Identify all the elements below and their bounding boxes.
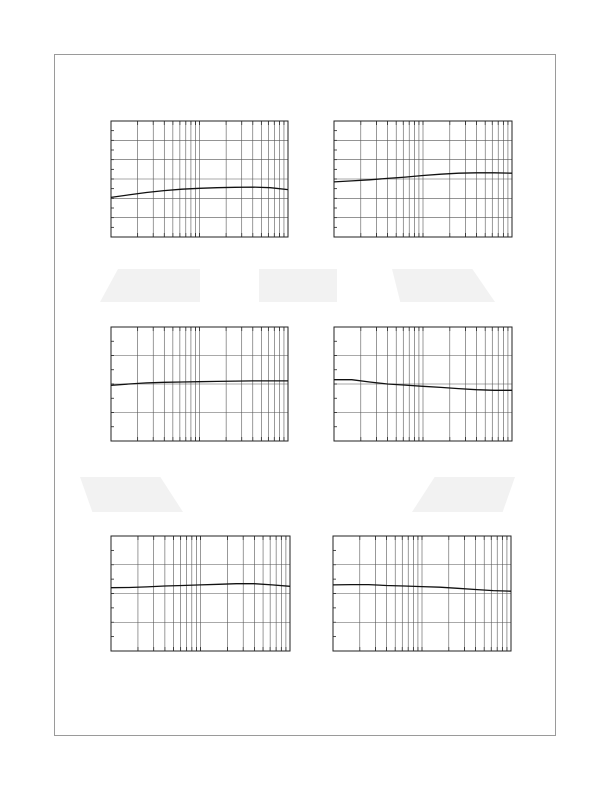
chart-5 (111, 536, 290, 651)
watermark-shape (259, 269, 337, 302)
chart-4 (334, 327, 512, 441)
chart-6 (333, 536, 511, 651)
chart-2 (334, 121, 512, 237)
chart-1 (111, 121, 288, 237)
chart-3 (111, 327, 288, 441)
